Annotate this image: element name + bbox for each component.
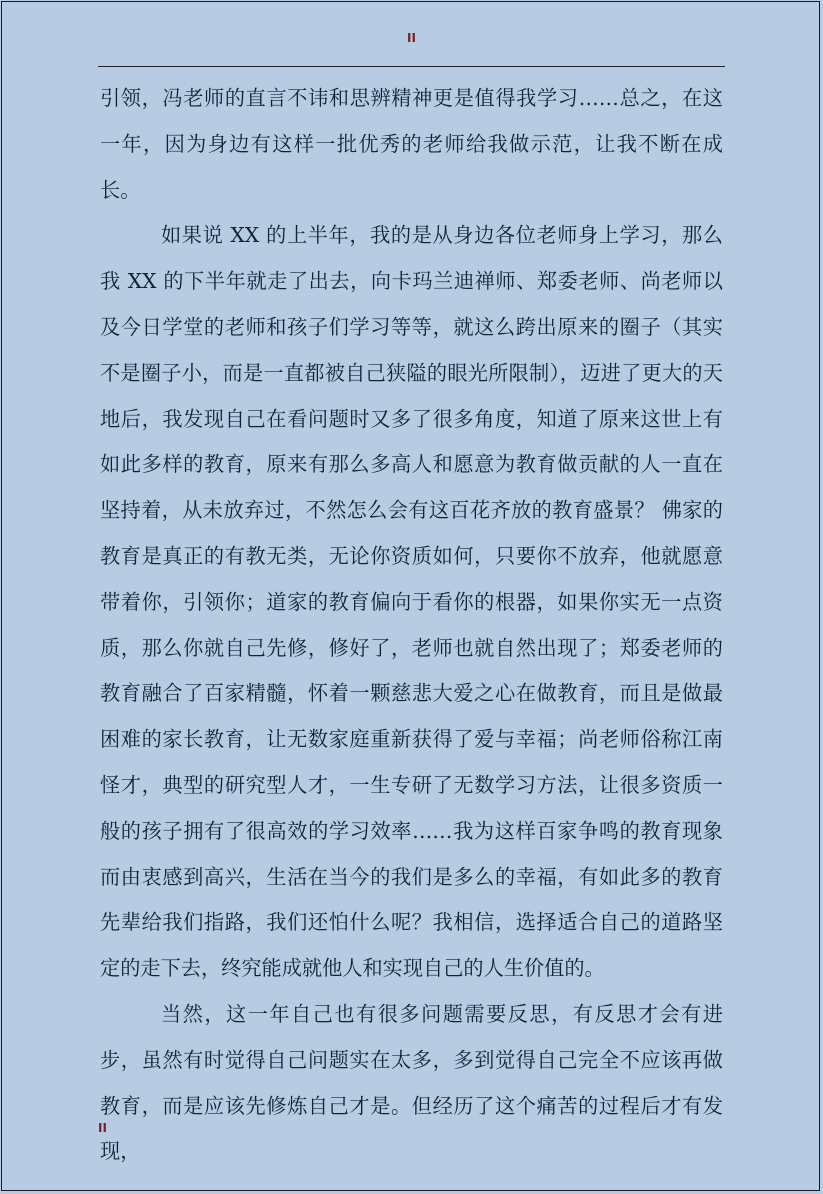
document-body [100, 76, 723, 1175]
footer-mark: II [98, 1121, 107, 1135]
paragraph-reflection: 当然，这一年自己也有很多问题需要反思，有反思才会有进步，虽然有时觉得自己问题实在太多，多到觉得自己完全不应该再做教育，而是应该先修炼自己才是。但经历了这个痛苦的过程后才有发现， [100, 1001, 723, 1164]
paragraph-learning: 如果说 XX 的上半年，我的是从身边各位老师身上学习，那么我 XX 的下半年就走了出去，向卡玛兰迪禅师、郑委老师、尚老师以及今日学堂的老师和孩子们学习等等，就这么跨出原来的圈子（其实不是圈子小，而是一直都被自己狭隘的眼光所限制），迈进了更大的天地后，我发现自己在看问题时又多了很多角度，知道了原来这世上有如此多样的教育，原来有那么多高人和愿意为教育做贡献的人一直在坚持着，从未放弃过，不然怎么会有这百花齐放的教育盛景？ 佛家的教育是真正的有教无类，无论你资质如何，只要你不放弃，他就愿意带着你，引领你；道家的教育偏向于看你的根器，如果你实无一点资质，那么你就自己先修，修好了，老师也就自然出现了；郑委老师的教育融合了百家精髓，怀着一颗慈悲大爱之心在做教育，而且是做最困难的家长教育，让无数家庭重新获得了爱与幸福；尚老师俗称江南怪才，典型的研究型人才，一生专研了无数学习方法，让很多资质一般的孩子拥有了很高效的学习效率……我为这样百家争鸣的教育现象而由衷感到高兴，生活在当今的我们是多么的幸福，有如此多的教育先辈给我们指路，我们还怕什么呢？我相信，选择适合自己的道路坚定的走下去，终究能成就他人和实现自己的人生价值的。 [100, 223, 723, 981]
header-rule [98, 66, 725, 67]
header-mark: II [407, 31, 416, 45]
paragraph-continuation: 引领，冯老师的直言不讳和思辨精神更是值得我学习……总之，在这一年，因为身边有这样一批优秀的老师给我做示范，让我不断在成长。 [100, 86, 723, 202]
